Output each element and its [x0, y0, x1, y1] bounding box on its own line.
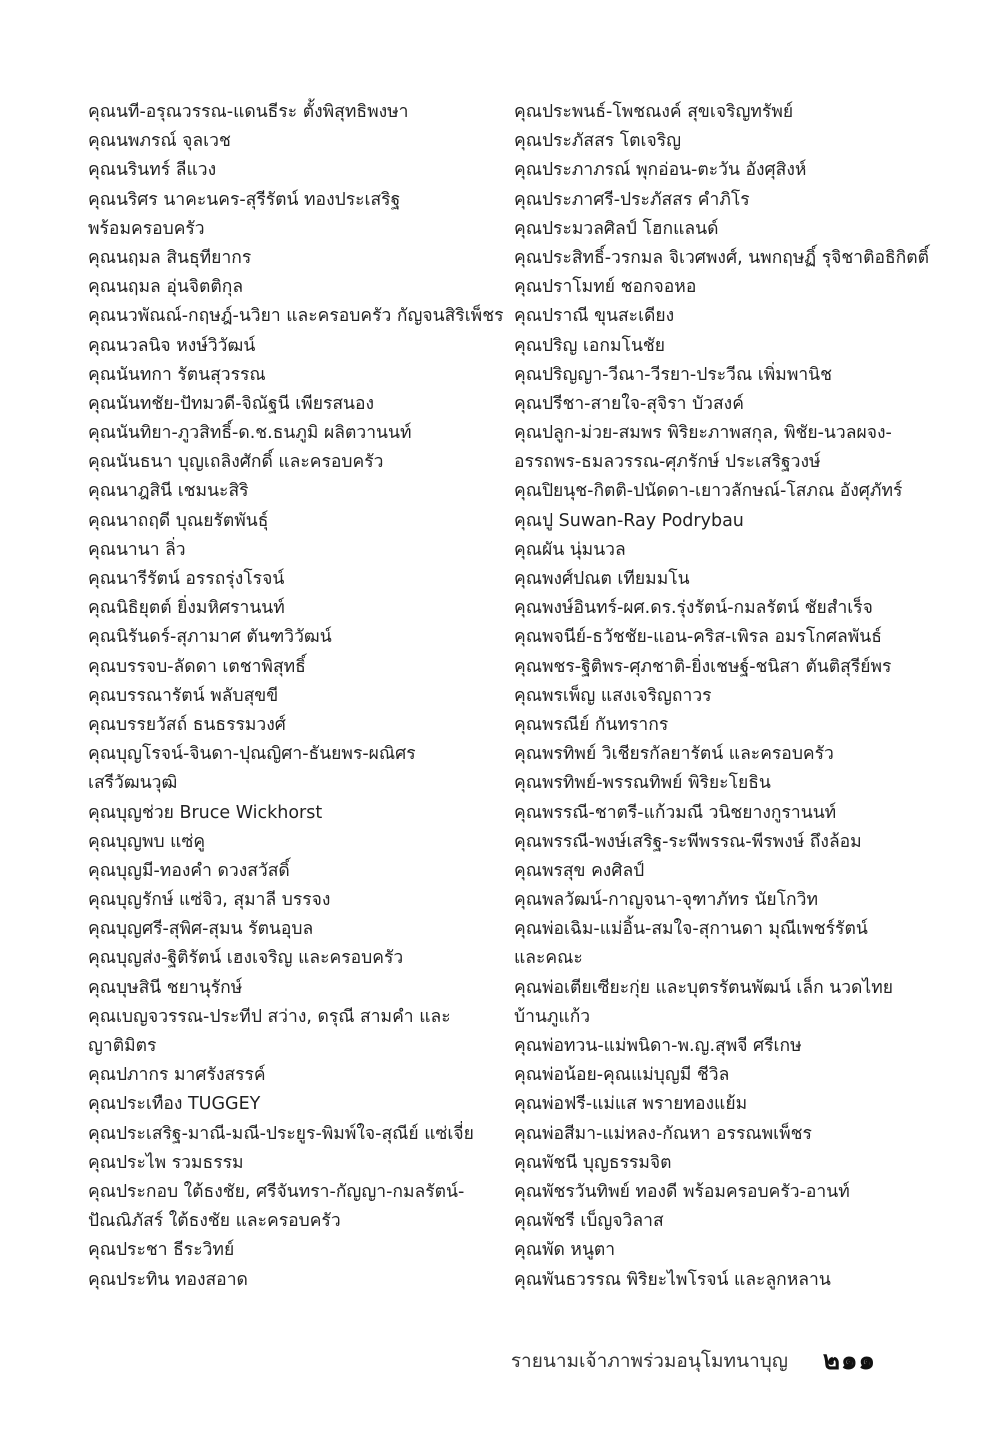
name-entry: คุณบุญโรจน์-จินดา-ปุณญิศา-ธันยพร-ผณิศร	[88, 744, 416, 765]
name-entry: คุณพงษ์อินทร์-ผศ.ดร.รุ่งรัตน์-กมลรัตน์ ชัยสำเร็จ	[514, 598, 873, 619]
name-entry: คุณบรรณารัตน์ พลับสุขขี	[88, 685, 279, 706]
name-entry: คุณประทิน ทองสอาด	[88, 1269, 248, 1290]
name-entry: คุณประมวลศิลป์ โฮกแลนด์	[514, 218, 719, 239]
name-entry: คุณพรรณี-พงษ์เสริฐ-ระพีพรรณ-พีรพงษ์ ถึงล้อม	[514, 831, 862, 852]
name-entry: คุณประภาศรี-ประภัสสร คำภิโร	[514, 189, 750, 210]
right-name-column	[514, 98, 934, 1295]
name-entry: คุณพลวัฒน์-กาญจนา-จุฑาภัทร นัยโกวิท	[514, 890, 819, 911]
name-entry: ญาติมิตร	[88, 1036, 157, 1056]
name-entry: คุณประภาภรณ์ พุกอ่อน-ตะวัน อังศุสิงห์	[514, 160, 807, 181]
name-entry: คุณบรรยวัสถ์ ธนธรรมวงศ์	[88, 714, 286, 735]
page-footer	[0, 1340, 1000, 1380]
name-entry: คุณปริญ เอกมโนชัย	[514, 335, 666, 356]
name-entry: คุณบุญส่ง-ฐิติรัตน์ เฮงเจริญ และครอบครัว	[88, 948, 404, 969]
name-entry: และคณะ	[514, 948, 583, 969]
name-entry: คุณนาฎสินี เชมนะสิริ	[88, 481, 249, 502]
name-entry: คุณประเทือง TUGGEY	[88, 1094, 261, 1115]
name-entry: บ้านภูแก้ว	[514, 1006, 591, 1027]
name-entry: อรรถพร-ธมลวรรณ-ศุภรักษ์ ประเสริฐวงษ์	[514, 452, 821, 473]
name-entry: คุณนารีรัตน์ อรรถรุ่งโรจน์	[88, 569, 285, 589]
name-entry: คุณพัชนี บุญธรรมจิต	[514, 1152, 672, 1173]
name-entry: คุณพ่อเตียเซียะกุ่ย และบุตรรัตนพัฒน์ เล็ก นวดไทย	[514, 977, 893, 998]
name-entry: คุณปู Suwan-Ray Podrybau	[514, 510, 744, 531]
name-entry: คุณนวพัณณ์-กฤษฎ์-นวิยา และครอบครัว กัญจนสิริเพ็ชร	[88, 306, 504, 327]
name-entry: คุณพัชรี เบ็ญจวิลาส	[514, 1211, 664, 1232]
name-entry: คุณปริญญา-วีณา-วีรยา-ประวีณ เพิ่มพานิช	[514, 364, 833, 385]
name-entry: คุณประชา ธีระวิทย์	[88, 1240, 235, 1261]
page-number: ๒๑๑	[822, 1346, 876, 1376]
name-entry: คุณพชร-ฐิติพร-ศุภชาติ-ยิ่งเชษฐ์-ชนิสา ตันติสุรีย์พร	[514, 656, 892, 677]
name-entry: เสรีวัฒนวุฒิ	[88, 773, 178, 794]
name-entry: คุณปราณี ขุนสะเดียง	[514, 306, 675, 327]
name-entry: คุณนที-อรุณวรรณ-แดนธีระ ตั้งพิสุทธิพงษา	[88, 102, 409, 122]
name-entry: คุณปราโมทย์ ชอกจอหอ	[514, 277, 697, 298]
name-entry: คุณประพนธ์-โพชณงค์ สุขเจริญทรัพย์	[514, 102, 794, 122]
name-entry: คุณพ่อน้อย-คุณแม่บุญมี ชีวิล	[514, 1065, 730, 1086]
name-entry: คุณบุญรักษ์ แซ่จิว, สุมาลี บรรจง	[88, 890, 331, 911]
footer-title: รายนามเจ้าภาพร่วมอนุโมทนาบุญ	[510, 1350, 788, 1372]
name-entry: คุณนันธนา บุญเถลิงศักดิ์ และครอบครัว	[88, 452, 384, 473]
name-entry: พร้อมครอบครัว	[88, 218, 205, 239]
name-entry: คุณปรีชา-สายใจ-สุจิรา บัวสงค์	[514, 393, 744, 414]
name-entry: คุณพัชรวันทิพย์ ทองดี พร้อมครอบครัว-อานท์	[514, 1181, 850, 1202]
name-entry: คุณพันธวรรณ พิริยะไพโรจน์ และลูกหลาน	[514, 1269, 831, 1290]
name-entry: คุณพรรณี-ชาตรี-แก้วมณี วนิชยางกูรานนท์	[514, 802, 837, 823]
name-entry: คุณนันทิยา-ภูวสิทธิ์-ด.ช.ธนภูมิ ผลิตวานนท์	[88, 423, 412, 444]
name-entry: คุณนวลนิจ หงษ์วิวัฒน์	[88, 335, 256, 356]
name-entry: คุณประเสริฐ-มาณี-มณี-ประยูร-พิมพ์ใจ-สุณีย์ แซ่เจี่ย	[88, 1123, 474, 1144]
name-entry: คุณนิรันดร์-สุภามาศ ตันฑวิวัฒน์	[88, 627, 332, 648]
name-entry: คุณนันทกา รัตนสุวรรณ	[88, 364, 266, 385]
name-entry: คุณพรทิพย์ วิเชียรกัลยารัตน์ และครอบครัว	[514, 744, 834, 765]
name-entry: คุณพรทิพย์-พรรณทิพย์ พิริยะโยธิน	[514, 773, 771, 794]
name-entry: คุณเบญจวรรณ-ประทีป สว่าง, ดรุณี สามคำ และ	[88, 1006, 451, 1027]
name-entry: คุณพรเพ็ญ แสงเจริญถาวร	[514, 685, 712, 706]
name-entry: คุณพ่อเฉิม-แม่อิ้น-สมใจ-สุกานดา มุณีเพชร์รัตน์	[514, 919, 868, 940]
name-entry: คุณประสิทธิ์-วรกมล จิเวศพงศ์, นพกฤษฏิ์ รุจิชาติอธิกิตติ์	[514, 247, 929, 268]
name-entry: คุณประกอบ ใต้ธงชัย, ศรีจันทรา-กัญญา-กมลรัตน์-	[88, 1181, 465, 1202]
name-entry: คุณบรรจบ-ลัดดา เตชาพิสุทธิ์	[88, 656, 306, 677]
name-entry: คุณนาถฤดี บุณยรัตพันธุ์	[88, 510, 269, 531]
name-entry: คุณปลูก-ม่วย-สมพร พิริยะภาพสกุล, พิชัย-นวลผจง-	[514, 423, 892, 444]
name-entry: คุณนิธิยุตต์ ยิ่งมหิศรานนท์	[88, 598, 285, 619]
name-entry: คุณนฤมล สินธุทียากร	[88, 247, 252, 268]
name-entry: คุณพ่อสีมา-แม่หลง-กัณหา อรรณพเพ็ชร	[514, 1123, 812, 1144]
name-entry: คุณประไพ รวมธรรม	[88, 1152, 244, 1173]
name-entry: คุณบุษสินี ชยานุรักษ์	[88, 977, 243, 998]
name-entry: คุณนฤมล อุ่นจิตติกุล	[88, 277, 244, 298]
name-entry: คุณพจนีย์-ธวัชชัย-แอน-คริส-เพิรล อมรโกศลพันธ์	[514, 627, 882, 648]
name-entry: คุณบุญพบ แซ่คู	[88, 831, 206, 852]
name-entry: คุณนริศร นาคะนคร-สุรีรัตน์ ทองประเสริฐ	[88, 189, 401, 210]
name-entry: คุณปภากร มาศรังสรรค์	[88, 1065, 266, 1086]
name-entry: คุณบุญมี-ทองคำ ดวงสวัสดิ์	[88, 860, 290, 881]
name-entry: คุณพรสุข คงศิลป์	[514, 860, 645, 881]
name-entry: คุณนันทชัย-ปัทมวดี-จิณัฐนี เพียรสนอง	[88, 393, 375, 414]
name-entry: คุณนานา ลิ่ว	[88, 539, 186, 560]
left-name-column	[88, 98, 504, 1295]
name-entry: คุณพัด หนูตา	[514, 1240, 616, 1261]
name-entry: คุณพรณีย์ กันทรากร	[514, 714, 669, 735]
name-entry: คุณพ่อฟรี-แม่แส พรายทองแย้ม	[514, 1094, 748, 1115]
name-entry: ปัณณิภัสร์ ใต้ธงชัย และครอบครัว	[88, 1211, 341, 1232]
name-entry: คุณนพภรณ์ จุลเวช	[88, 131, 231, 152]
name-entry: คุณพงศ์ปณต เทียมมโน	[514, 569, 690, 589]
name-entry: คุณบุญศรี-สุพิศ-สุมน รัตนอุบล	[88, 919, 314, 940]
name-entry: คุณผัน นุ่มนวล	[514, 539, 626, 560]
name-entry: คุณปิยนุช-กิตติ-ปนัดดา-เยาวลักษณ์-โสภณ อังศุภัทร์	[514, 481, 903, 502]
name-entry: คุณนรินทร์ ลีแวง	[88, 160, 217, 181]
name-entry: คุณพ่อทวน-แม่พนิดา-พ.ญ.สุพจี ศรีเกษ	[514, 1036, 802, 1056]
name-entry: คุณประภัสสร โตเจริญ	[514, 131, 682, 152]
name-entry: คุณบุญช่วย Bruce Wickhorst	[88, 802, 323, 823]
